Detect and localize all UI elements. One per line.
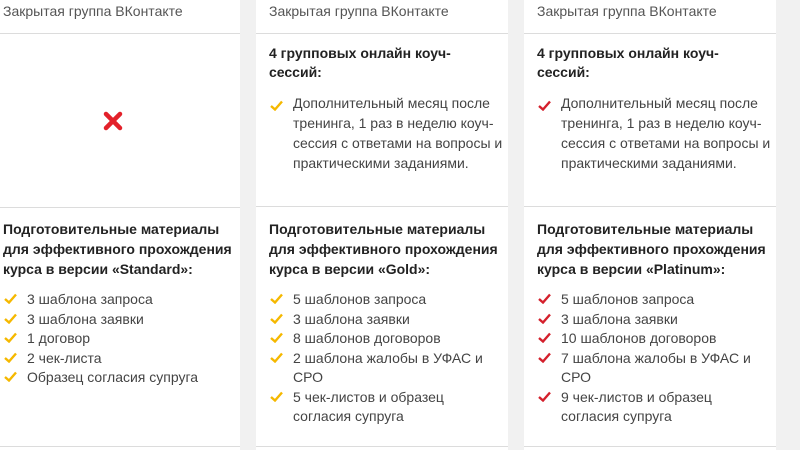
list-item: 5 шаблонов запроса: [537, 290, 772, 310]
divider: [256, 446, 508, 447]
coaching-title: 4 групповых онлайн коуч-сессий:: [269, 45, 451, 80]
checkmark-icon: [538, 313, 551, 324]
materials-list: [537, 290, 772, 427]
divider: [0, 446, 240, 447]
checkmark-icon: [4, 371, 17, 382]
checkmark-icon: [538, 100, 551, 111]
divider: [524, 206, 776, 207]
materials-title: Подготовительные материалы для эффективного прохождения курса в версии «Platinum»:: [537, 221, 766, 277]
checkmark-icon: [4, 332, 17, 343]
list-item: Образец согласия супруга: [3, 368, 238, 388]
materials-title: Подготовительные материалы для эффективного прохождения курса в версии «Standard»:: [3, 221, 232, 277]
column-header: Закрытая группа ВКонтакте: [0, 0, 240, 34]
cross-icon: [102, 110, 124, 132]
checkmark-icon: [538, 352, 551, 363]
checkmark-icon: [270, 352, 283, 363]
list-item: 8 шаблонов договоров: [269, 329, 504, 349]
list-item: 9 чек-листов и образец согласия супруга: [537, 388, 772, 427]
checkmark-icon: [538, 293, 551, 304]
coaching-text: Дополнительный месяц после тренинга, 1 раз в неделю коуч-сессия с ответами на вопросы и практическими заданиями.: [293, 95, 503, 171]
column-header: Закрытая группа ВКонтакте: [256, 0, 508, 34]
checkmark-icon: [4, 293, 17, 304]
list-item: 5 шаблонов запроса: [269, 290, 504, 310]
checkmark-icon: [538, 332, 551, 343]
list-item: 3 шаблона заявки: [537, 310, 772, 330]
checkmark-icon: [270, 332, 283, 343]
list-item: 5 чек-листов и образец согласия супруга: [269, 388, 504, 427]
checkmark-icon: [270, 391, 283, 402]
divider: [524, 446, 776, 447]
column-header: Закрытая группа ВКонтакте: [524, 0, 776, 34]
coaching-item: [537, 93, 772, 173]
list-item: 2 чек-листа: [3, 349, 238, 369]
tariff-column-gold: [256, 0, 508, 450]
tariff-column-standard: [0, 0, 240, 450]
checkmark-icon: [270, 100, 283, 111]
list-item: 2 шаблона жалобы в УФАС и СРО: [269, 349, 504, 388]
coaching-title: 4 групповых онлайн коуч-сессий:: [537, 45, 719, 80]
list-item: 1 договор: [3, 329, 238, 349]
list-item: 7 шаблона жалобы в УФАС и СРО: [537, 349, 772, 388]
coaching-item: [269, 93, 504, 173]
checkmark-icon: [4, 352, 17, 363]
materials-list: [3, 290, 238, 388]
list-item: 3 шаблона заявки: [3, 310, 238, 330]
checkmark-icon: [4, 313, 17, 324]
checkmark-icon: [538, 391, 551, 402]
tariff-column-platinum: [524, 0, 776, 450]
divider: [256, 206, 508, 207]
list-item: 3 шаблона запроса: [3, 290, 238, 310]
checkmark-icon: [270, 293, 283, 304]
materials-title: Подготовительные материалы для эффективного прохождения курса в версии «Gold»:: [269, 221, 498, 277]
materials-list: [269, 290, 504, 427]
checkmark-icon: [270, 313, 283, 324]
list-item: 10 шаблонов договоров: [537, 329, 772, 349]
divider: [0, 207, 240, 208]
coaching-text: Дополнительный месяц после тренинга, 1 раз в неделю коуч-сессия с ответами на вопросы и практическими заданиями.: [561, 95, 771, 171]
list-item: 3 шаблона заявки: [269, 310, 504, 330]
